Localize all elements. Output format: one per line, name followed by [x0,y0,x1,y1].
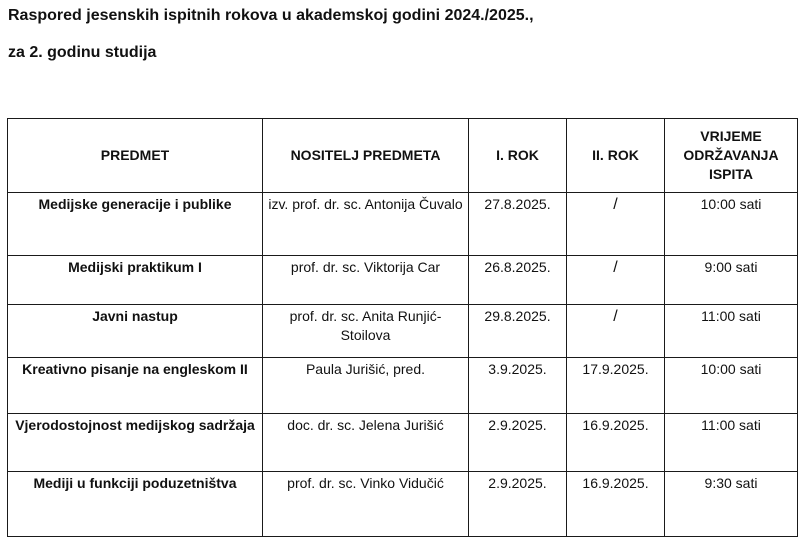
document-title: Raspored jesenskih ispitnih rokova u akademskoj godini 2024./2025., [8,7,534,24]
header-second-term: II. ROK [567,119,665,193]
second-term-cell: 16.9.2025. [567,472,665,537]
header-exam-time [665,119,798,193]
table-row [8,256,798,305]
holder-cell: doc. dr. sc. Jelena Jurišić [263,414,469,472]
header-time-line3: ISPITA [708,166,754,182]
first-term-cell: 29.8.2025. [469,305,567,358]
table-row [8,414,798,472]
exam-time-cell: 11:00 sati [665,305,798,358]
table-row [8,193,798,256]
subject-cell: Vjerodostojnost medijskog sadržaja [8,414,263,472]
holder-cell: izv. prof. dr. sc. Antonija Čuvalo [263,193,469,256]
holder-cell: prof. dr. sc. Anita Runjić-Stoilova [263,305,469,358]
second-term-cell: / [567,305,665,358]
second-term-cell: 17.9.2025. [567,358,665,414]
table-row [8,305,798,358]
second-term-cell: / [567,193,665,256]
header-time-line2: ODRŽAVANJA [683,147,779,163]
subject-cell: Mediji u funkciji poduzetništva [8,472,263,537]
first-term-cell: 27.8.2025. [469,193,567,256]
first-term-cell: 2.9.2025. [469,472,567,537]
first-term-cell: 2.9.2025. [469,414,567,472]
exam-time-cell: 9:30 sati [665,472,798,537]
exam-time-cell: 9:00 sati [665,256,798,305]
subject-cell: Kreativno pisanje na engleskom II [8,358,263,414]
exam-time-cell: 10:00 sati [665,193,798,256]
exam-schedule-table [7,118,798,537]
second-term-cell: 16.9.2025. [567,414,665,472]
holder-cell: prof. dr. sc. Vinko Vidučić [263,472,469,537]
table-row [8,472,798,537]
subject-cell: Medijski praktikum I [8,256,263,305]
header-subject: PREDMET [8,119,263,193]
header-time-line1: VRIJEME [700,128,762,144]
subject-cell: Javni nastup [8,305,263,358]
second-term-cell: / [567,256,665,305]
table-header-row [8,119,798,193]
header-first-term: I. ROK [469,119,567,193]
holder-cell: prof. dr. sc. Viktorija Car [263,256,469,305]
exam-time-cell: 11:00 sati [665,414,798,472]
exam-time-cell: 10:00 sati [665,358,798,414]
first-term-cell: 3.9.2025. [469,358,567,414]
subject-cell: Medijske generacije i publike [8,193,263,256]
header-holder: NOSITELJ PREDMETA [263,119,469,193]
document-subtitle: za 2. godinu studija [8,44,157,61]
table-row [8,358,798,414]
holder-cell: Paula Jurišić, pred. [263,358,469,414]
first-term-cell: 26.8.2025. [469,256,567,305]
